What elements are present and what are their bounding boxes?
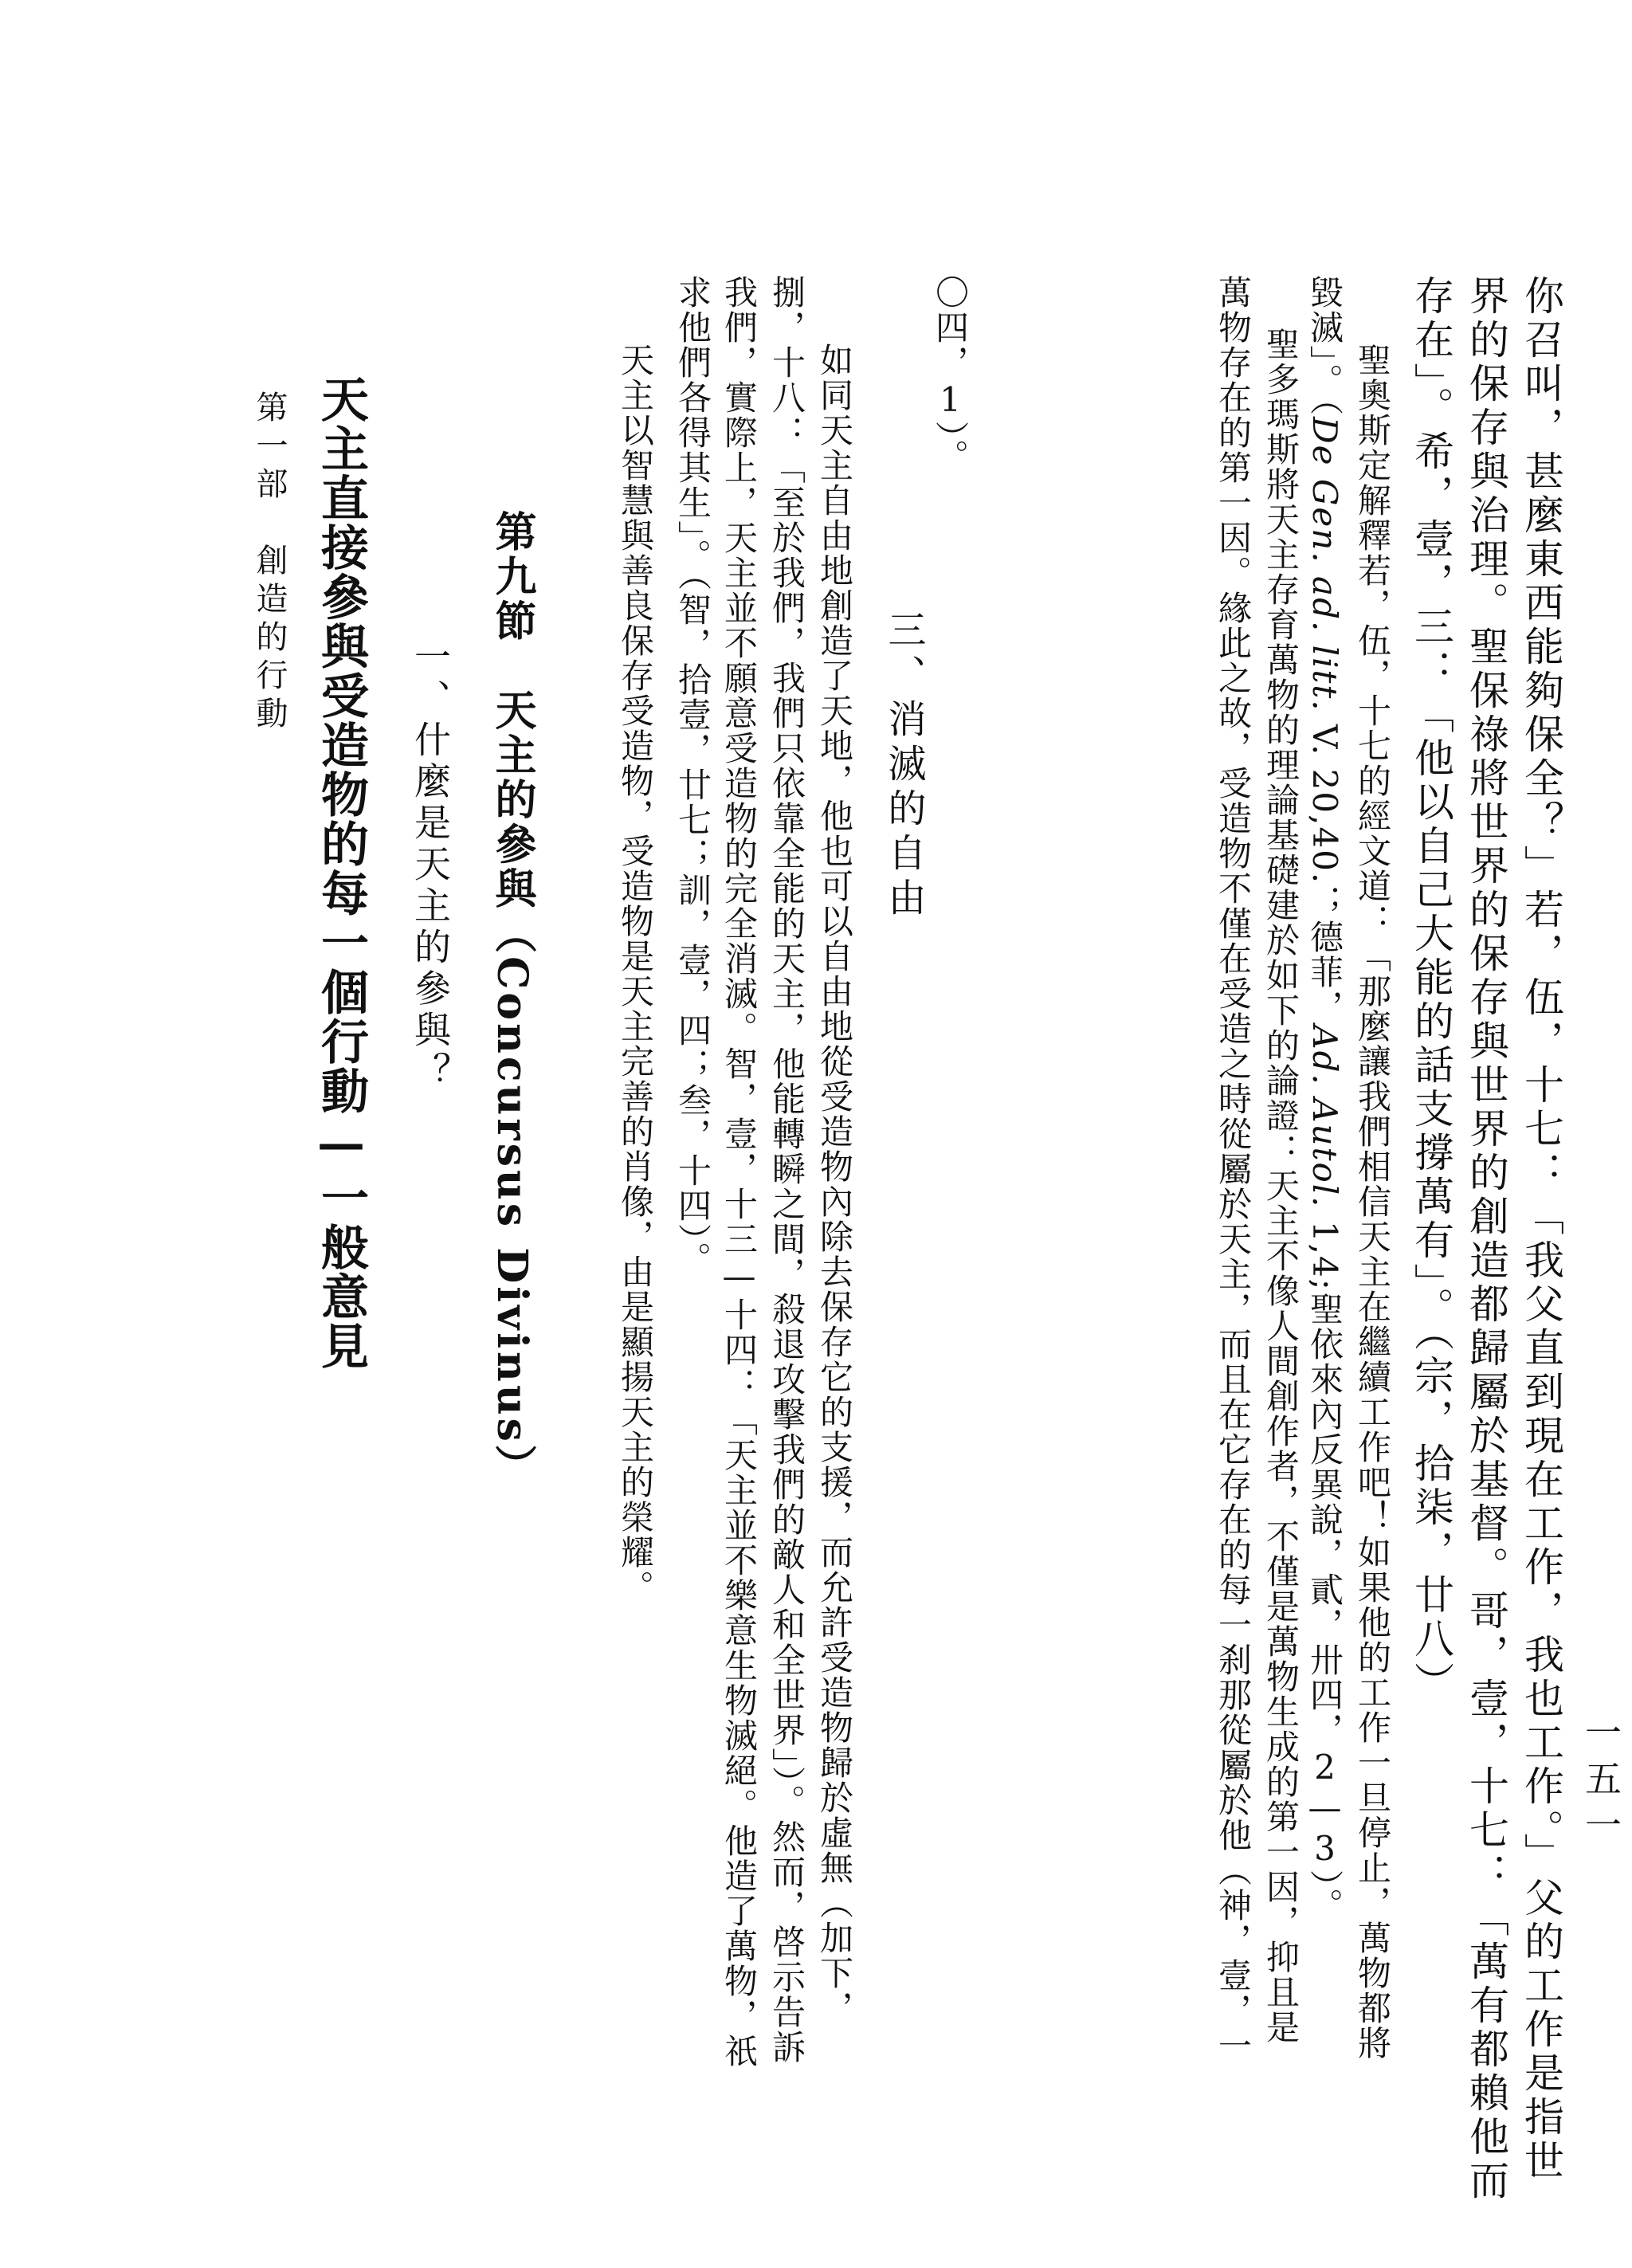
section-title-text: 第九節 天主的參與（ bbox=[488, 510, 536, 956]
text-column-6: 如同天主自由地創造了天地，他也可以自由地從受造物內除去保存它的支援，而允許受造物歸於虛無（加下， bbox=[815, 343, 854, 2026]
footnote-text: 聖依來內反異說，貳，卅四，2—3）。 bbox=[1305, 1291, 1344, 1923]
subsection-heading: 三、消滅的自由 bbox=[881, 610, 926, 922]
running-head: 第一部 創造的行動 bbox=[251, 390, 288, 735]
citation-number: V. 20,40. bbox=[1305, 712, 1344, 885]
footnote-column-3: 聖多瑪斯將天主存育萬物的理論基礎建於如下的論證：天主不像人間創作者，不僅是萬物生成的第一因，抑且是 bbox=[1261, 327, 1300, 2045]
footnote-column-2 bbox=[1305, 275, 1344, 1923]
footnote-column-4: 萬物存在的第一因。緣此之故，受造物不僅在受造之時從屬於天主，而且在它存在的每一刹那從屬於他（神，壹，一 bbox=[1214, 275, 1253, 2063]
footnote-text: ；德菲， bbox=[1305, 885, 1344, 1026]
text-column-3: 存在」。希，壹，三：「他以自己大能的話支撐萬有」。（宗，拾柒，廿八） bbox=[1408, 275, 1454, 1705]
text-column-1: 你召叫，甚麼東西能夠保全？」若，伍，十七：「我父直到現在工作，我也工作。」父的工作是指世 bbox=[1518, 275, 1564, 2184]
chapter-title: 天主直接參與受造物的每一個行動—一般意見 bbox=[313, 375, 369, 1371]
text-column-7: 捌，十八：「至於我們，我們只依靠全能的天主，他能轉瞬之間，殺退攻擊我們的敵人和全世界」）。然而，啓示告訴 bbox=[767, 275, 806, 2065]
section-title bbox=[488, 510, 536, 1489]
text-column-2: 界的保存與治理。聖保祿將世界的保存與世界的創造都歸屬於基督。哥，壹，十七：「萬有都賴他而 bbox=[1463, 275, 1509, 2203]
page-number: 一五一 bbox=[1579, 1713, 1622, 1852]
latin-citation: De Gen. ad. litt. bbox=[1305, 417, 1344, 712]
section-title-paren: ） bbox=[488, 1444, 536, 1489]
latin-citation: Ad. Autol. bbox=[1305, 1025, 1344, 1209]
text-column-8: 我們，實際上，天主並不願意受造物的完全消滅。智，壹，十三—十四：「天主並不樂意生物滅絕。他造了萬物，祇 bbox=[720, 275, 759, 2069]
text-column-10: 天主以智慧與善良保存受造物，受造物是天主完善的肖像，由是顯揚天主的榮耀。 bbox=[616, 343, 655, 1605]
footnote-column-5: 〇四，1）。 bbox=[931, 275, 970, 474]
citation-number: 1,4; bbox=[1305, 1208, 1344, 1292]
footnote-text: 毀滅」。（ bbox=[1305, 275, 1344, 417]
subsection-question: 一、什麼是天主的參與？ bbox=[409, 638, 452, 1093]
section-title-latin: Concursus Divinus bbox=[488, 956, 536, 1445]
text-column-9: 求他們各得其生」。（智，拾壹，廿七；訓，壹，四；叁，十四）。 bbox=[673, 275, 712, 1277]
footnote-column-1: 聖奧斯定解釋若，伍，十七的經文道：「那麼讓我們相信天主在繼續工作吧！如果他的工作一旦停止，萬物都將 bbox=[1353, 343, 1392, 2061]
